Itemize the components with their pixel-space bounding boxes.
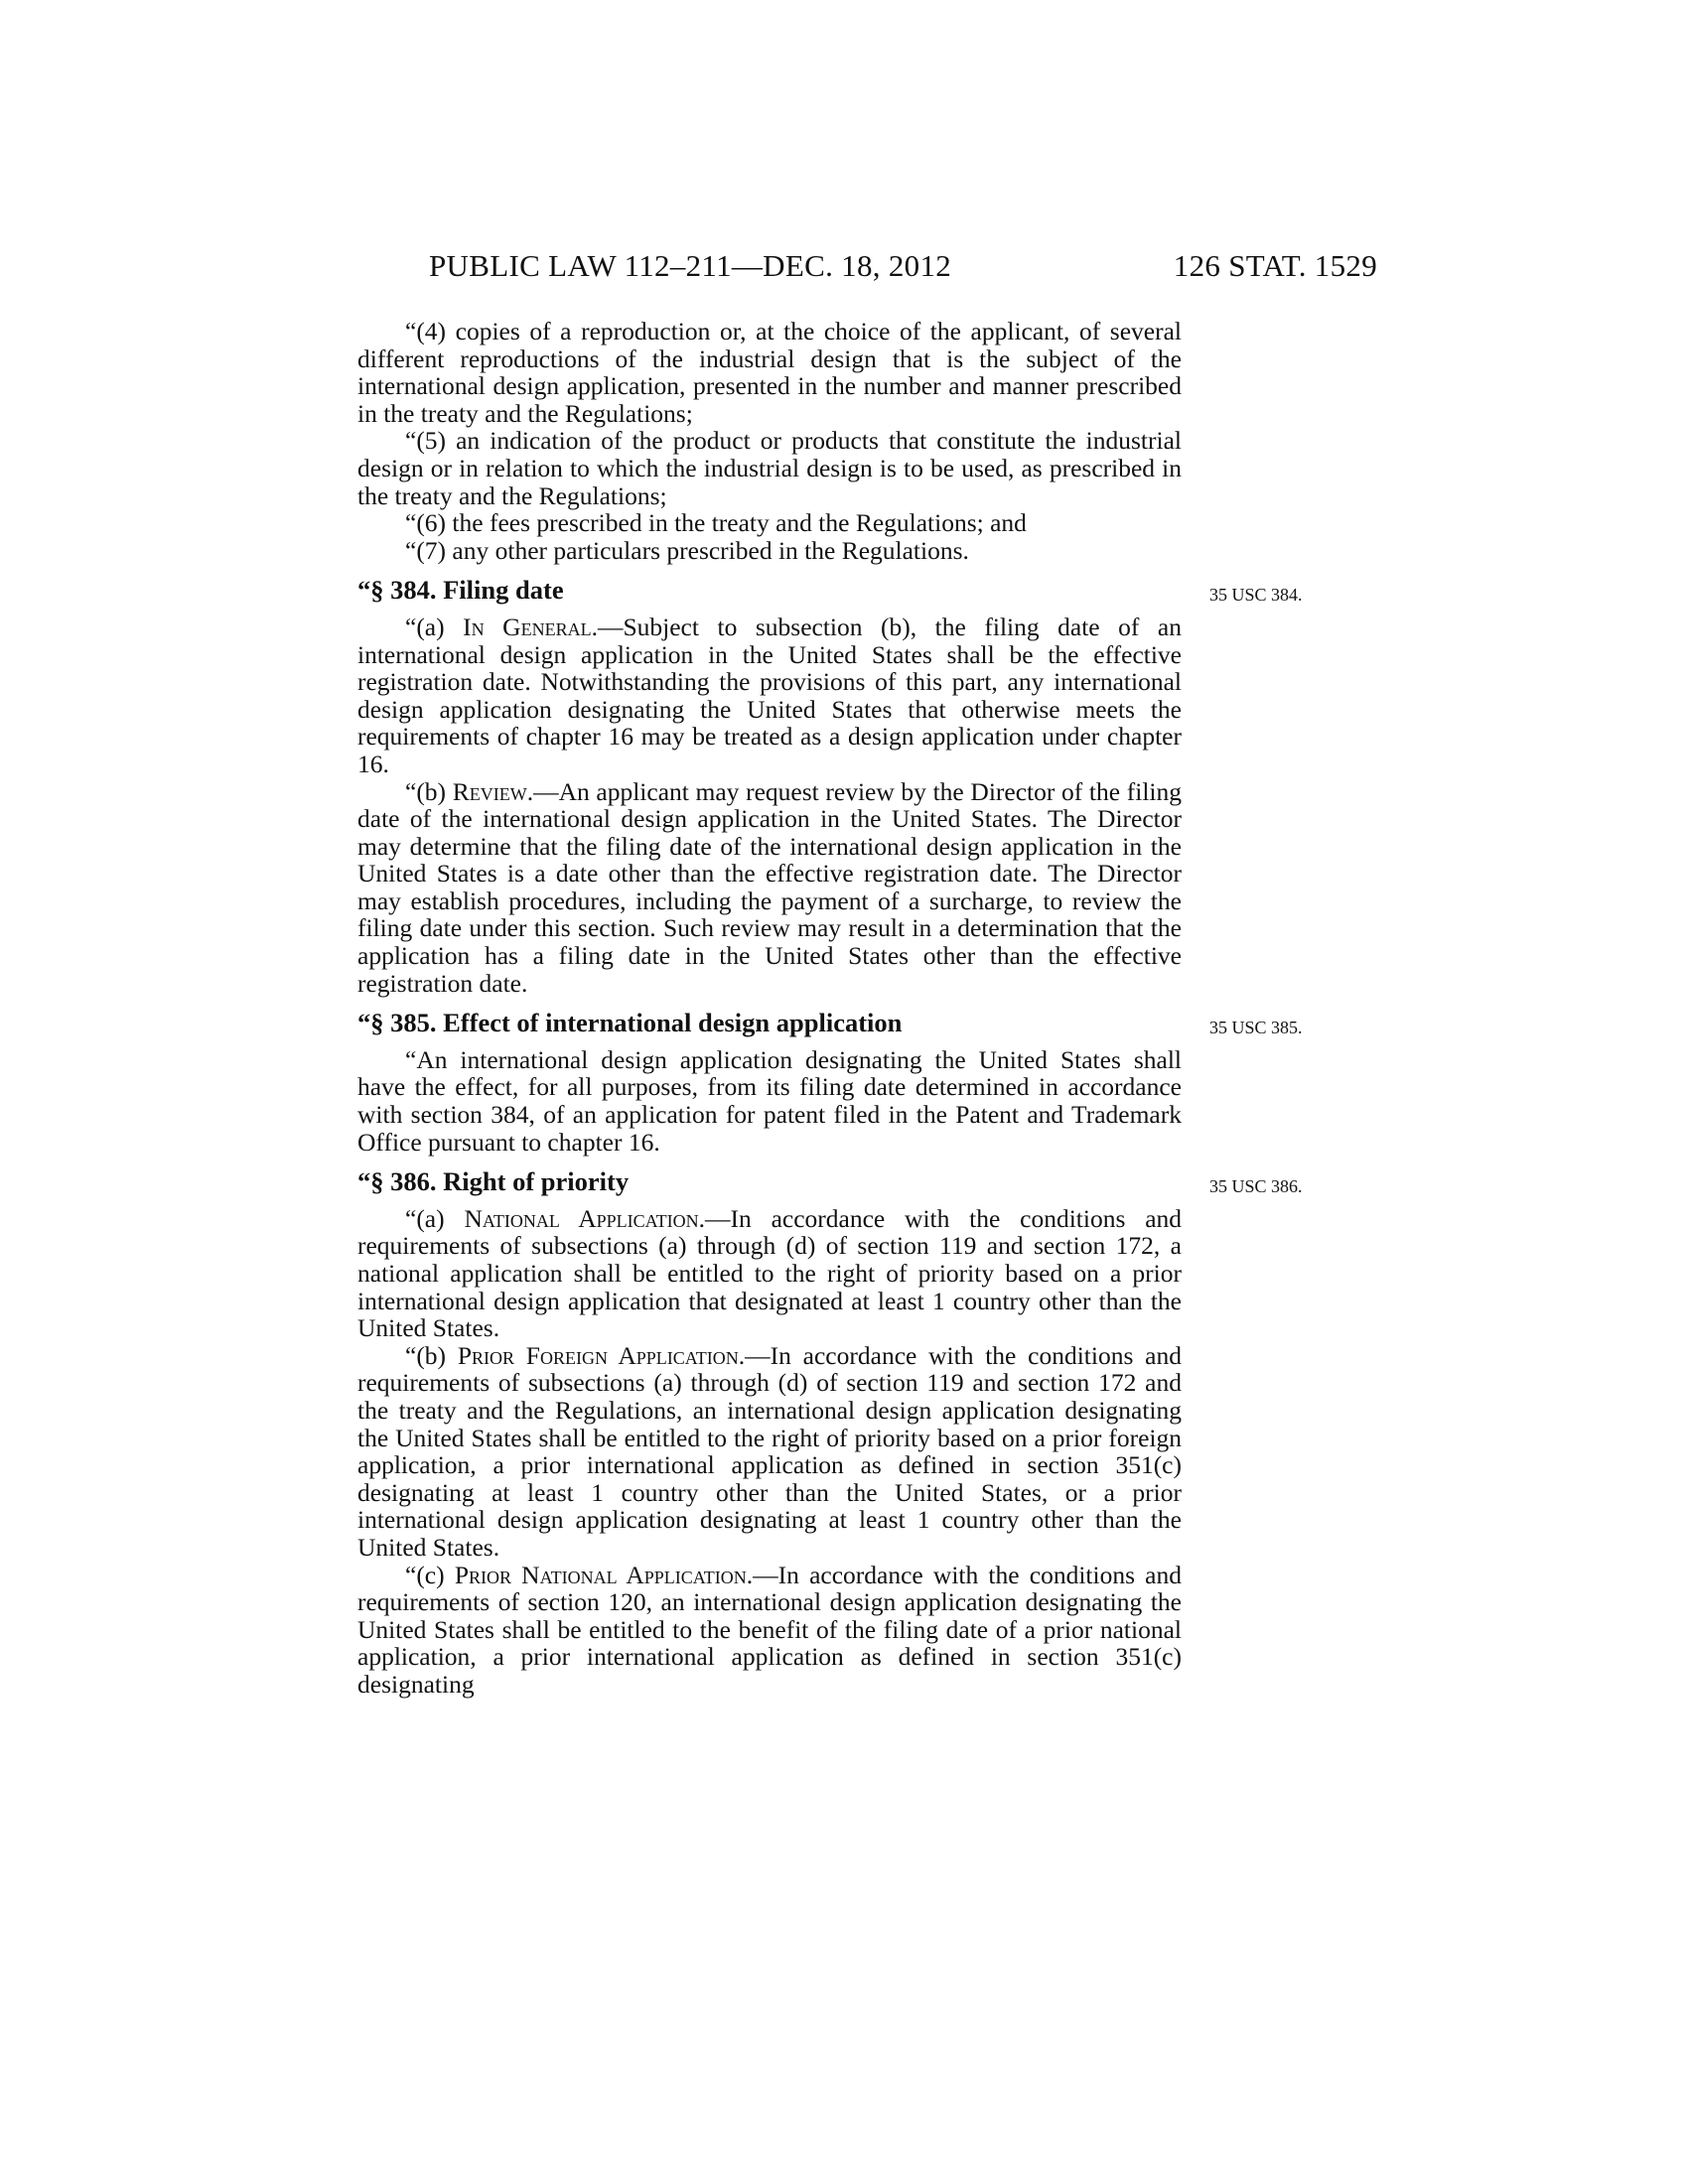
section-heading xyxy=(357,1008,1303,1038)
running-head: PUBLIC LAW 112–211—DEC. 18, 2012 xyxy=(429,248,952,283)
paragraph-text: .—In accordance with the conditions and requirements of subsections (a) through (d) of section 119 and section 172, a national application shall be entitled to the right of priority based on a prior international design application that designated at least 1 country other than the United States. xyxy=(357,1203,1183,1343)
paragraph xyxy=(357,1205,1182,1342)
paragraph xyxy=(357,1046,1182,1156)
paragraph-caption: Prior Foreign Application xyxy=(457,1340,739,1370)
paragraph-lead: “(a) xyxy=(405,612,464,641)
section-heading xyxy=(357,1166,1303,1197)
paragraph xyxy=(357,1562,1182,1699)
paragraph-text: .—In accordance with the conditions and requirements of section 120, an international design application designating the United States shall be entitled to the benefit of the filing date of a prior national application, a prior international application as defined in section 351(c) designating xyxy=(357,1560,1182,1699)
section-title: “§ 384. Filing date xyxy=(357,575,564,606)
section-title: “§ 386. Right of priority xyxy=(357,1166,630,1197)
list-item: “(7) any other particulars prescribed in the Regulations. xyxy=(405,535,969,565)
paragraph-lead: “(b) xyxy=(405,776,453,806)
paragraph-caption: Review xyxy=(452,776,527,806)
page-header xyxy=(429,248,1377,288)
paragraph-text: .—In accordance with the conditions and requirements of subsections (a) through (d) of section 119 and section 172 and the treaty and the Regulations, an international design application designating the United States shall be entitled to the right of priority based on a prior foreign application, a prior international application as defined in section 351(c) designating at least 1 country other than the United States, or a prior international design application designating at least 1 country other than the United States. xyxy=(357,1340,1182,1562)
section-heading xyxy=(357,575,1303,606)
list-item: “(5) an indication of the product or products that constitute the industrial design or in relation to which the industrial design is to be used, as prescribed in the treaty and the Regulations; xyxy=(357,426,1182,510)
paragraph-lead: “(a) xyxy=(405,1203,465,1233)
list-item: “(4) copies of a reproduction or, at the choice of the applicant, of several different reproductions of the industrial design that is the subject of the international design application, presented in the number and manner prescribed in the treaty and the Regulations; xyxy=(357,317,1182,428)
paragraph-caption: Prior National Application xyxy=(454,1560,747,1589)
section-title: “§ 385. Effect of international design application xyxy=(357,1008,903,1038)
paragraph xyxy=(357,778,1182,998)
list-item: “(6) the fees prescribed in the treaty and the Regulations; and xyxy=(405,508,1027,538)
page-number: 126 STAT. 1529 xyxy=(1173,248,1377,283)
paragraph-text: .—An applicant may request review by the Director of the filing date of the international design application in the United States. The Director may determine that the filing date of the international design application in the United States is a date other than the effective registration date. The Director may establish procedures, including the payment of a surcharge, to review the filing date under this section. Such review may result in a determination that the application has a filing date in the United States other than the effective registration date. xyxy=(357,776,1182,998)
paragraph-text: “An international design application designating the United States shall have the effect, for all purposes, from its filing date determined in accordance with section 384, of an application for patent filed in the Patent and Trademark Office pursuant to chapter 16. xyxy=(357,1044,1182,1157)
paragraph-caption: In General xyxy=(463,612,592,641)
margin-note: 35 USC 384. xyxy=(1209,585,1303,606)
paragraph-lead: “(c) xyxy=(405,1560,455,1589)
page-body xyxy=(357,317,1303,1699)
paragraph-caption: National Application xyxy=(464,1203,699,1233)
paragraph-text: .—Subject to subsection (b), the filing date of an international design application in the United States shall be the effective registration date. Notwithstanding the provisions of this part, any international design application designating the United States that otherwise meets the requirements of chapter 16 may be treated as a design application under chapter 16. xyxy=(357,612,1182,778)
margin-note: 35 USC 385. xyxy=(1209,1018,1303,1038)
paragraph-lead: “(b) xyxy=(405,1340,458,1370)
margin-note: 35 USC 386. xyxy=(1209,1176,1303,1197)
paragraph xyxy=(357,1342,1182,1562)
paragraph xyxy=(357,614,1182,778)
